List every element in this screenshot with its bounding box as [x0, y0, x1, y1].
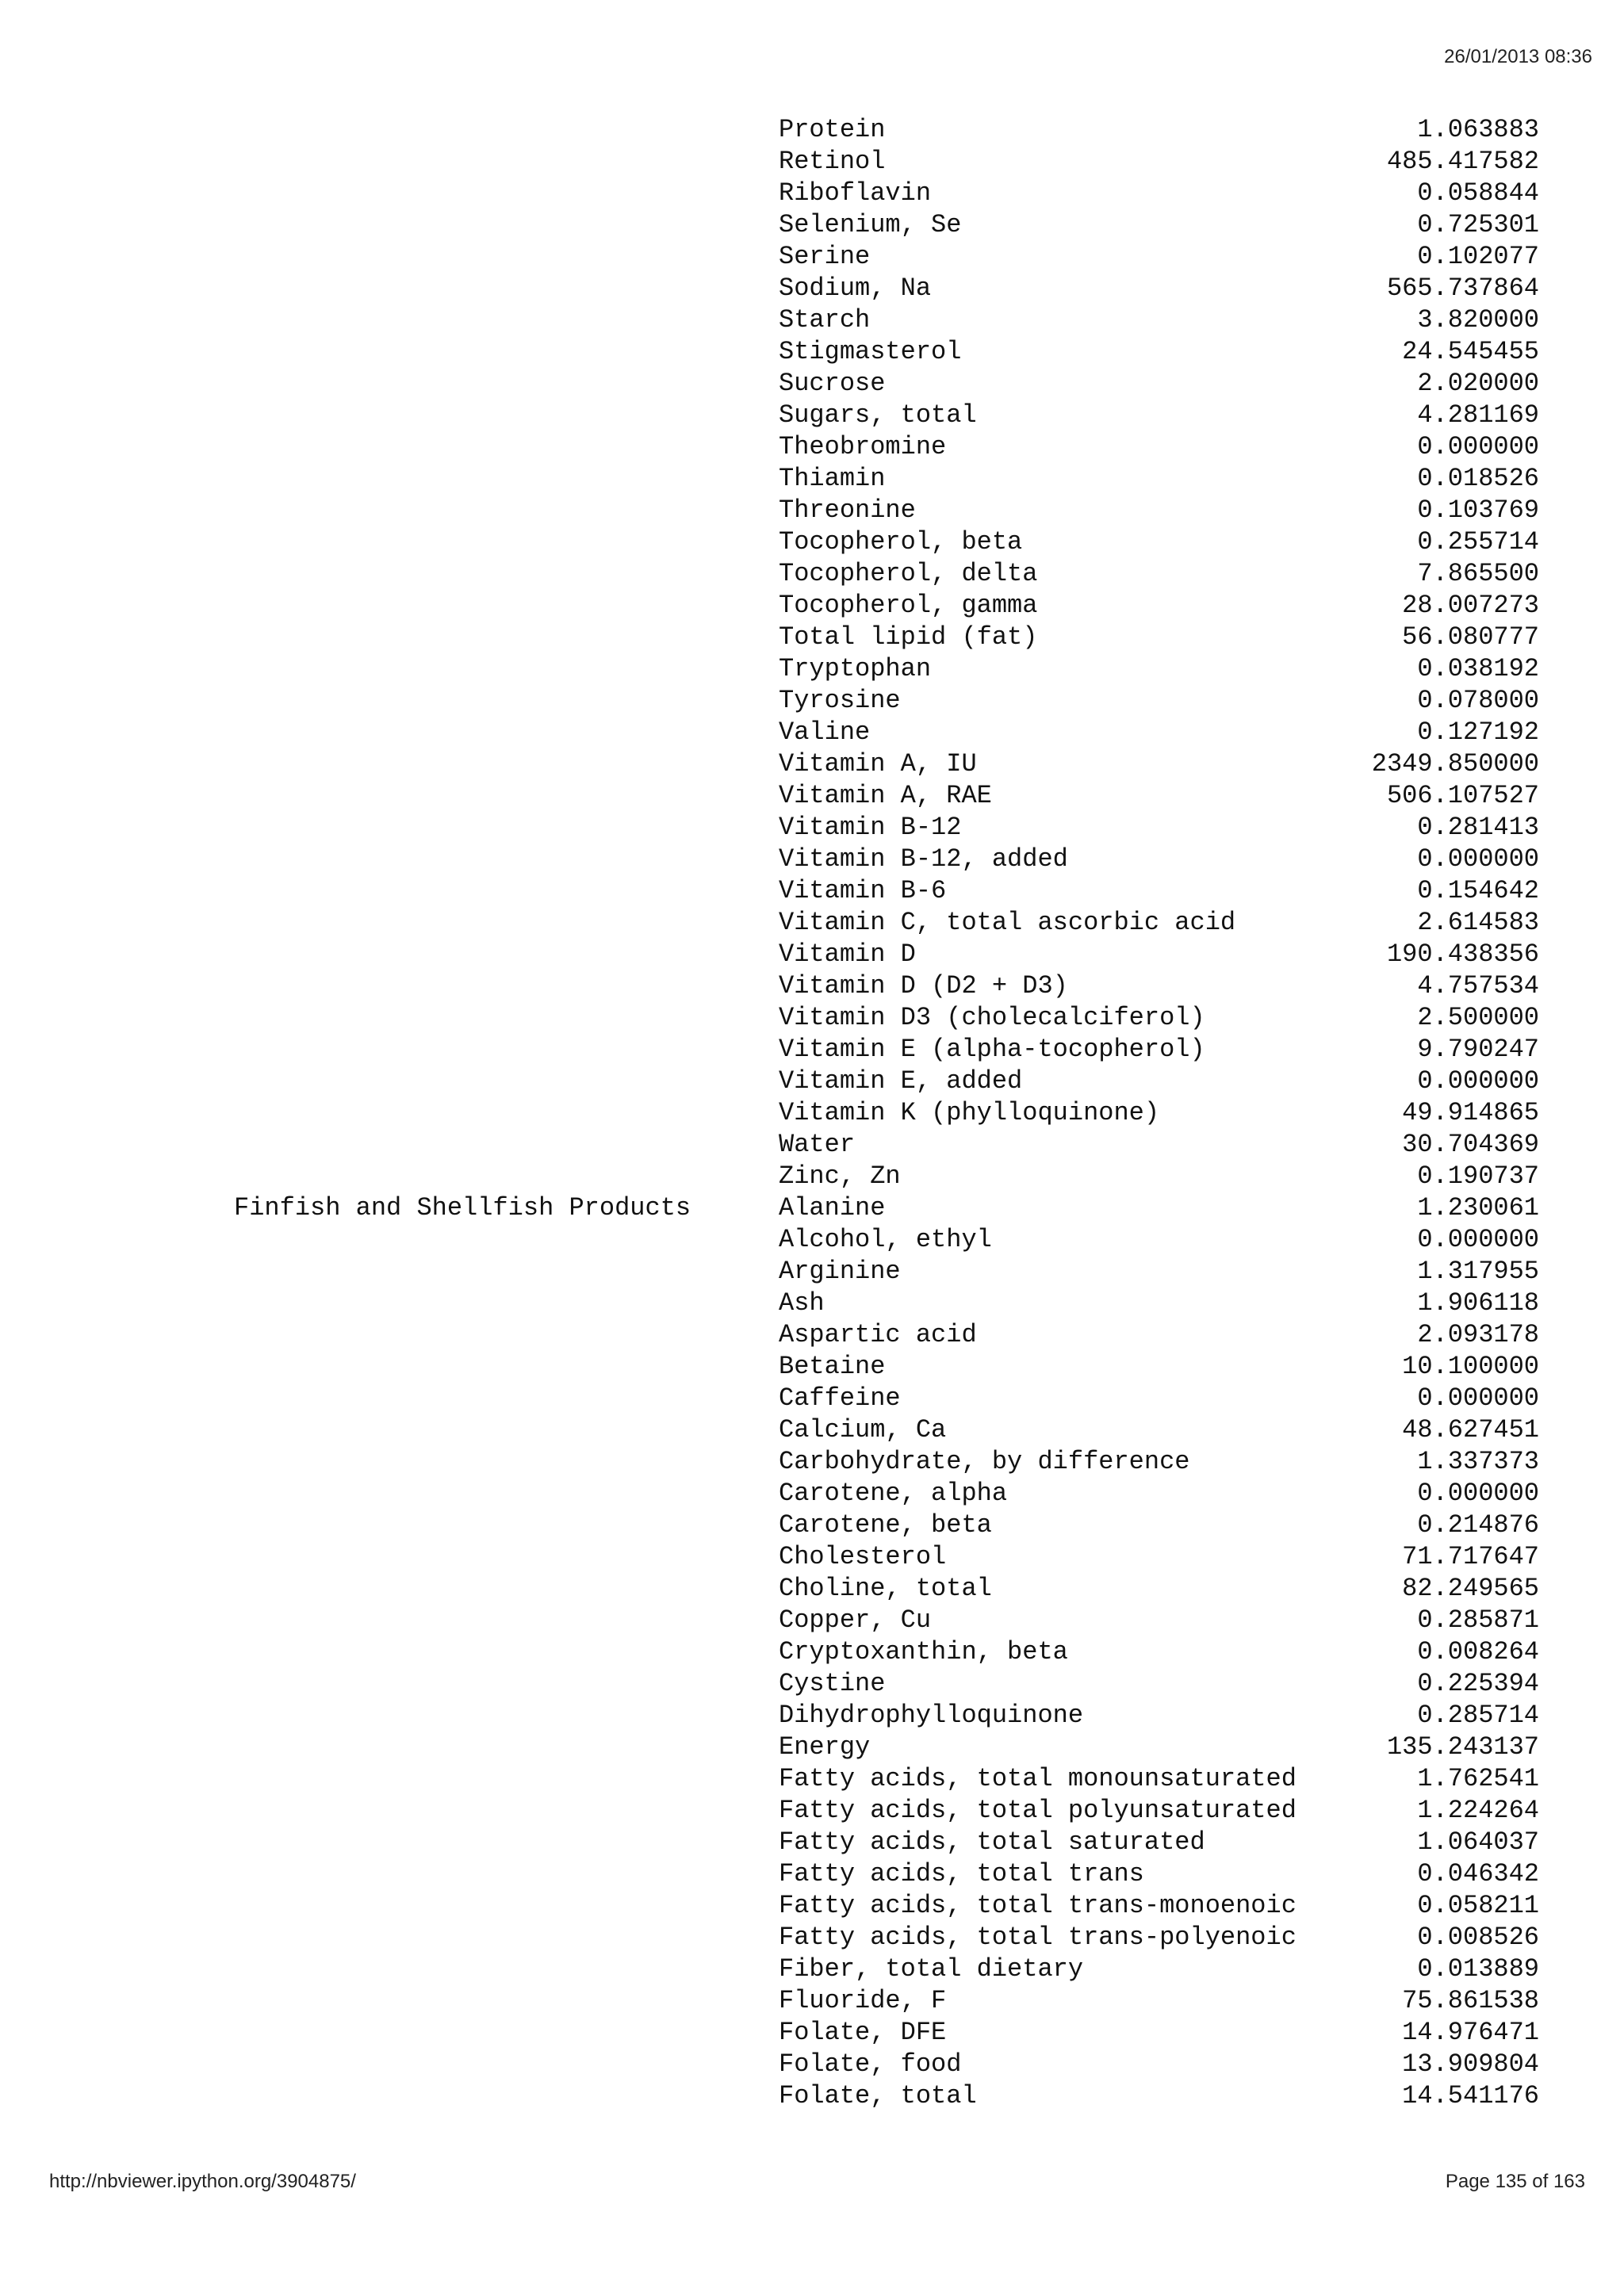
- nutrient-name: Fluoride, F: [779, 1986, 947, 2015]
- nutrient-value: 13.909804: [1402, 2049, 1539, 2079]
- nutrient-value: 82.249565: [1402, 1574, 1539, 1603]
- table-row: [0, 241, 1624, 273]
- nutrient-value: 485.417582: [1386, 147, 1539, 176]
- nutrient-value: 2.500000: [1417, 1003, 1539, 1032]
- table-row: [0, 1288, 1624, 1319]
- nutrient-value: 506.107527: [1386, 781, 1539, 810]
- table-row: [0, 1224, 1624, 1256]
- nutrient-name: Selenium, Se: [779, 210, 962, 239]
- nutrient-name: Vitamin K (phylloquinone): [779, 1098, 1160, 1127]
- table-row: [0, 1002, 1624, 1034]
- nutrient-value: 0.008526: [1417, 1923, 1539, 1952]
- nutrient-name: Vitamin A, RAE: [779, 781, 992, 810]
- nutrient-value: 7.865500: [1417, 559, 1539, 588]
- nutrient-name: Theobromine: [779, 432, 947, 461]
- nutrient-name: Stigmasterol: [779, 337, 962, 366]
- nutrient-name: Copper, Cu: [779, 1605, 932, 1635]
- table-row: [0, 1192, 1624, 1224]
- table-row: [0, 1700, 1624, 1732]
- nutrient-name: Valine: [779, 718, 871, 747]
- table-row: [0, 653, 1624, 685]
- nutrient-value: 56.080777: [1402, 622, 1539, 652]
- nutrient-name: Caffeine: [779, 1383, 901, 1413]
- nutrient-name: Threonine: [779, 496, 916, 525]
- nutrient-value: 1.762541: [1417, 1764, 1539, 1793]
- nutrient-value: 1.063883: [1417, 115, 1539, 144]
- nutrient-value: 0.038192: [1417, 654, 1539, 683]
- table-row: [0, 1478, 1624, 1510]
- nutrient-value: 49.914865: [1402, 1098, 1539, 1127]
- table-row: [0, 1161, 1624, 1192]
- nutrient-value: 75.861538: [1402, 1986, 1539, 2015]
- table-row: [0, 1034, 1624, 1066]
- table-row: [0, 1383, 1624, 1414]
- nutrient-name: Ash: [779, 1288, 825, 1318]
- nutrient-name: Vitamin D3 (cholecalciferol): [779, 1003, 1205, 1032]
- nutrient-name: Vitamin E (alpha-tocopherol): [779, 1035, 1205, 1064]
- nutrient-value: 0.018526: [1417, 464, 1539, 493]
- nutrient-name: Sugars, total: [779, 400, 977, 430]
- nutrient-value: 2349.850000: [1371, 749, 1539, 779]
- table-row: [0, 526, 1624, 558]
- nutrient-value: 2.020000: [1417, 369, 1539, 398]
- table-row: [0, 1066, 1624, 1097]
- nutrient-name: Fatty acids, total polyunsaturated: [779, 1796, 1297, 1825]
- table-row: [0, 812, 1624, 844]
- nutrient-value: 0.058211: [1417, 1891, 1539, 1920]
- table-row: [0, 717, 1624, 748]
- nutrient-name: Vitamin D: [779, 939, 916, 969]
- nutrient-name: Dihydrophylloquinone: [779, 1701, 1084, 1730]
- nutrient-value: 0.000000: [1417, 1383, 1539, 1413]
- table-row: [0, 209, 1624, 241]
- table-row: [0, 178, 1624, 209]
- table-row: [0, 1732, 1624, 1763]
- nutrient-value: 24.545455: [1402, 337, 1539, 366]
- nutrient-name: Vitamin E, added: [779, 1066, 1023, 1096]
- nutrient-value: 0.103769: [1417, 496, 1539, 525]
- nutrient-value: 0.000000: [1417, 844, 1539, 874]
- nutrient-name: Vitamin B-6: [779, 876, 947, 905]
- nutrient-value: 9.790247: [1417, 1035, 1539, 1064]
- table-row: [0, 368, 1624, 400]
- table-row: [0, 273, 1624, 304]
- nutrient-name: Cholesterol: [779, 1542, 947, 1571]
- nutrient-name: Sodium, Na: [779, 274, 932, 303]
- nutrient-value: 3.820000: [1417, 305, 1539, 335]
- nutrient-value: 28.007273: [1402, 591, 1539, 620]
- print-timestamp: 26/01/2013 08:36: [1444, 46, 1592, 67]
- nutrient-name: Vitamin B-12, added: [779, 844, 1068, 874]
- table-row: [0, 1827, 1624, 1858]
- table-row: [0, 1763, 1624, 1795]
- nutrient-name: Tryptophan: [779, 654, 932, 683]
- table-row: [0, 748, 1624, 780]
- nutrient-name: Calcium, Ca: [779, 1415, 947, 1445]
- nutrient-value: 0.058844: [1417, 178, 1539, 208]
- nutrient-name: Fiber, total dietary: [779, 1954, 1084, 1984]
- nutrient-value: 190.438356: [1386, 939, 1539, 969]
- table-row: [0, 1541, 1624, 1573]
- table-row: [0, 1795, 1624, 1827]
- nutrient-name: Folate, DFE: [779, 2018, 947, 2047]
- nutrient-value: 1.906118: [1417, 1288, 1539, 1318]
- nutrient-value: 0.000000: [1417, 1479, 1539, 1508]
- nutrient-value: 0.154642: [1417, 876, 1539, 905]
- nutrient-name: Total lipid (fat): [779, 622, 1038, 652]
- nutrient-name: Choline, total: [779, 1574, 992, 1603]
- table-row: [0, 685, 1624, 717]
- footer-url-link[interactable]: http://nbviewer.ipython.org/3904875/: [49, 2171, 356, 2192]
- nutrient-value: 2.093178: [1417, 1320, 1539, 1349]
- nutrient-name: Retinol: [779, 147, 886, 176]
- nutrient-value: 0.008264: [1417, 1637, 1539, 1667]
- nutrient-name: Fatty acids, total trans-polyenoic: [779, 1923, 1297, 1952]
- nutrient-name: Energy: [779, 1732, 871, 1762]
- table-row: [0, 400, 1624, 431]
- nutrient-name: Serine: [779, 242, 871, 271]
- nutrient-name: Zinc, Zn: [779, 1161, 901, 1191]
- nutrient-name: Alanine: [779, 1193, 886, 1223]
- nutrient-value: 48.627451: [1402, 1415, 1539, 1445]
- table-row: [0, 1573, 1624, 1605]
- table-row: [0, 1858, 1624, 1890]
- nutrient-name: Thiamin: [779, 464, 886, 493]
- table-row: [0, 463, 1624, 495]
- nutrient-name: Vitamin B-12: [779, 813, 962, 842]
- table-row: [0, 590, 1624, 622]
- nutrient-name: Tocopherol, gamma: [779, 591, 1038, 620]
- nutrient-value: 1.064037: [1417, 1827, 1539, 1857]
- table-row: [0, 1985, 1624, 2017]
- nutrient-value: 0.225394: [1417, 1669, 1539, 1698]
- table-row: [0, 1510, 1624, 1541]
- nutrient-name: Cryptoxanthin, beta: [779, 1637, 1068, 1667]
- nutrient-name: Aspartic acid: [779, 1320, 977, 1349]
- nutrient-value: 0.190737: [1417, 1161, 1539, 1191]
- table-row: [0, 1922, 1624, 1954]
- nutrient-value: 1.224264: [1417, 1796, 1539, 1825]
- table-row: [0, 558, 1624, 590]
- nutrient-value: 565.737864: [1386, 274, 1539, 303]
- nutrient-name: Water: [779, 1130, 856, 1159]
- table-row: [0, 304, 1624, 336]
- table-row: [0, 1668, 1624, 1700]
- table-row: [0, 1319, 1624, 1351]
- nutrient-value: 0.281413: [1417, 813, 1539, 842]
- nutrient-value: 0.078000: [1417, 686, 1539, 715]
- nutrient-value: 0.285714: [1417, 1701, 1539, 1730]
- table-row: [0, 1446, 1624, 1478]
- table-row: [0, 2080, 1624, 2112]
- table-row: [0, 1890, 1624, 1922]
- table-row: [0, 2017, 1624, 2049]
- nutrient-value: 1.317955: [1417, 1257, 1539, 1286]
- nutrient-value: 0.214876: [1417, 1510, 1539, 1540]
- nutrient-value: 71.717647: [1402, 1542, 1539, 1571]
- table-row: [0, 844, 1624, 875]
- table-row: [0, 1636, 1624, 1668]
- nutrient-value: 0.000000: [1417, 432, 1539, 461]
- table-row: [0, 495, 1624, 526]
- nutrient-name: Carotene, beta: [779, 1510, 992, 1540]
- table-row: [0, 1605, 1624, 1636]
- nutrient-value: 30.704369: [1402, 1130, 1539, 1159]
- nutrient-name: Cystine: [779, 1669, 886, 1698]
- table-row: [0, 2049, 1624, 2080]
- nutrient-name: Vitamin A, IU: [779, 749, 977, 779]
- table-row: [0, 114, 1624, 146]
- nutrient-name: Folate, total: [779, 2081, 977, 2110]
- nutrient-value: 4.757534: [1417, 971, 1539, 1001]
- nutrient-name: Betaine: [779, 1352, 886, 1381]
- table-row: [0, 970, 1624, 1002]
- nutrient-name: Protein: [779, 115, 886, 144]
- table-row: [0, 1097, 1624, 1129]
- nutrient-value: 10.100000: [1402, 1352, 1539, 1381]
- table-row: [0, 1129, 1624, 1161]
- nutrient-name: Arginine: [779, 1257, 901, 1286]
- nutrient-name: Vitamin D (D2 + D3): [779, 971, 1068, 1001]
- nutrient-name: Tocopherol, delta: [779, 559, 1038, 588]
- nutrient-name: Vitamin C, total ascorbic acid: [779, 908, 1236, 937]
- nutrient-value: 1.337373: [1417, 1447, 1539, 1476]
- nutrient-value: 0.102077: [1417, 242, 1539, 271]
- table-row: [0, 939, 1624, 970]
- nutrient-name: Folate, food: [779, 2049, 962, 2079]
- nutrient-name: Carotene, alpha: [779, 1479, 1008, 1508]
- table-row: [0, 907, 1624, 939]
- nutrient-name: Fatty acids, total monounsaturated: [779, 1764, 1297, 1793]
- page-number: Page 135 of 163: [1445, 2171, 1585, 2192]
- nutrient-value: 0.255714: [1417, 527, 1539, 557]
- nutrient-name: Alcohol, ethyl: [779, 1225, 992, 1254]
- nutrient-value: 2.614583: [1417, 908, 1539, 937]
- nutrient-value: 0.046342: [1417, 1859, 1539, 1888]
- nutrient-table: [0, 114, 1624, 2112]
- table-row: [0, 336, 1624, 368]
- nutrient-name: Fatty acids, total trans: [779, 1859, 1144, 1888]
- nutrient-value: 0.127192: [1417, 718, 1539, 747]
- table-row: [0, 622, 1624, 653]
- table-row: [0, 431, 1624, 463]
- nutrient-value: 0.000000: [1417, 1066, 1539, 1096]
- table-row: [0, 1954, 1624, 1985]
- nutrient-value: 14.976471: [1402, 2018, 1539, 2047]
- food-group-label: Finfish and Shellfish Products: [234, 1193, 691, 1223]
- nutrient-value: 0.000000: [1417, 1225, 1539, 1254]
- table-row: [0, 780, 1624, 812]
- nutrient-value: 1.230061: [1417, 1193, 1539, 1223]
- nutrient-name: Starch: [779, 305, 871, 335]
- nutrient-name: Fatty acids, total saturated: [779, 1827, 1205, 1857]
- nutrient-value: 0.013889: [1417, 1954, 1539, 1984]
- table-row: [0, 875, 1624, 907]
- nutrient-name: Carbohydrate, by difference: [779, 1447, 1190, 1476]
- nutrient-value: 135.243137: [1386, 1732, 1539, 1762]
- table-row: [0, 1414, 1624, 1446]
- nutrient-name: Tocopherol, beta: [779, 527, 1023, 557]
- nutrient-name: Fatty acids, total trans-monoenoic: [779, 1891, 1297, 1920]
- table-row: [0, 1256, 1624, 1288]
- nutrient-name: Riboflavin: [779, 178, 932, 208]
- nutrient-value: 14.541176: [1402, 2081, 1539, 2110]
- nutrient-value: 0.725301: [1417, 210, 1539, 239]
- table-row: [0, 146, 1624, 178]
- nutrient-name: Tyrosine: [779, 686, 901, 715]
- nutrient-name: Sucrose: [779, 369, 886, 398]
- table-row: [0, 1351, 1624, 1383]
- nutrient-value: 0.285871: [1417, 1605, 1539, 1635]
- nutrient-value: 4.281169: [1417, 400, 1539, 430]
